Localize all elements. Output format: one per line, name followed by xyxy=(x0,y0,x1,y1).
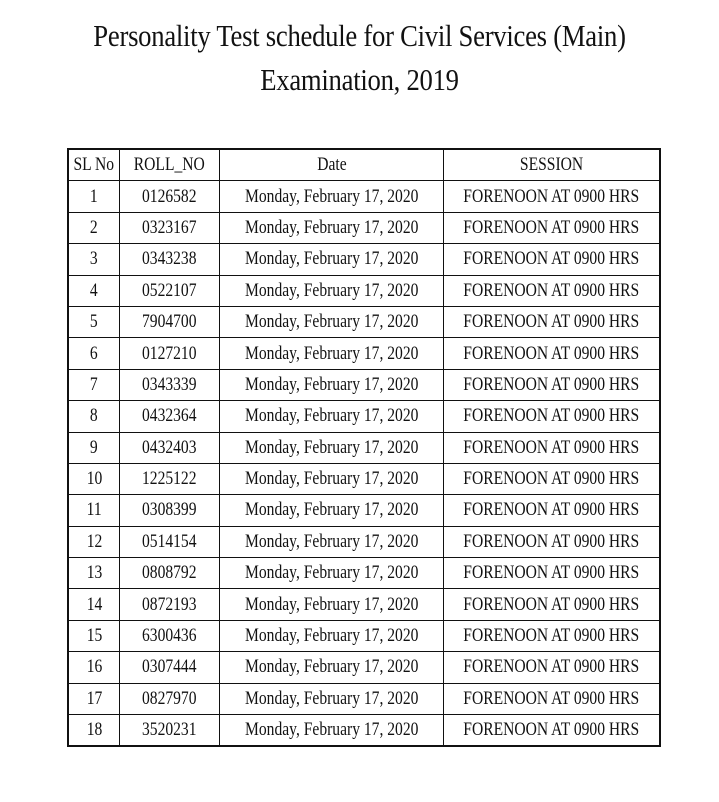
header-roll-no: ROLL_NO xyxy=(120,149,219,181)
cell-session: FORENOON AT 0900 HRS xyxy=(444,589,660,620)
cell-date: Monday, February 17, 2020 xyxy=(219,244,444,275)
cell-roll-no: 0522107 xyxy=(120,275,219,306)
cell-sl-no: 7 xyxy=(68,369,120,400)
cell-sl-no: 14 xyxy=(68,589,120,620)
table-row xyxy=(68,181,660,212)
cell-date: Monday, February 17, 2020 xyxy=(219,558,444,589)
cell-roll-no: 0127210 xyxy=(120,338,219,369)
cell-roll-no: 0343339 xyxy=(120,369,219,400)
cell-roll-no: 1225122 xyxy=(120,463,219,494)
cell-session: FORENOON AT 0900 HRS xyxy=(444,338,660,369)
cell-date: Monday, February 17, 2020 xyxy=(219,495,444,526)
cell-sl-no: 18 xyxy=(68,715,120,747)
table-header xyxy=(68,149,660,181)
cell-session: FORENOON AT 0900 HRS xyxy=(444,526,660,557)
table-row xyxy=(68,652,660,683)
cell-sl-no: 8 xyxy=(68,401,120,432)
cell-sl-no: 10 xyxy=(68,463,120,494)
table-row xyxy=(68,244,660,275)
cell-sl-no: 11 xyxy=(68,495,120,526)
table-row xyxy=(68,558,660,589)
cell-session: FORENOON AT 0900 HRS xyxy=(444,558,660,589)
cell-sl-no: 5 xyxy=(68,306,120,337)
cell-session: FORENOON AT 0900 HRS xyxy=(444,244,660,275)
table-row xyxy=(68,338,660,369)
cell-sl-no: 1 xyxy=(68,181,120,212)
cell-sl-no: 12 xyxy=(68,526,120,557)
table-row xyxy=(68,683,660,714)
table-row xyxy=(68,526,660,557)
cell-date: Monday, February 17, 2020 xyxy=(219,306,444,337)
table-row xyxy=(68,275,660,306)
cell-sl-no: 16 xyxy=(68,652,120,683)
cell-roll-no: 0514154 xyxy=(120,526,219,557)
page-title xyxy=(50,14,668,102)
cell-roll-no: 0872193 xyxy=(120,589,219,620)
cell-roll-no: 0827970 xyxy=(120,683,219,714)
cell-session: FORENOON AT 0900 HRS xyxy=(444,620,660,651)
cell-roll-no: 0343238 xyxy=(120,244,219,275)
cell-date: Monday, February 17, 2020 xyxy=(219,683,444,714)
cell-date: Monday, February 17, 2020 xyxy=(219,401,444,432)
cell-session: FORENOON AT 0900 HRS xyxy=(444,652,660,683)
cell-sl-no: 4 xyxy=(68,275,120,306)
cell-session: FORENOON AT 0900 HRS xyxy=(444,275,660,306)
cell-roll-no: 0307444 xyxy=(120,652,219,683)
cell-date: Monday, February 17, 2020 xyxy=(219,275,444,306)
cell-date: Monday, February 17, 2020 xyxy=(219,652,444,683)
title-line-1: Personality Test schedule for Civil Services (Main) xyxy=(93,18,626,53)
cell-session: FORENOON AT 0900 HRS xyxy=(444,683,660,714)
cell-roll-no: 0432364 xyxy=(120,401,219,432)
table-row xyxy=(68,369,660,400)
cell-session: FORENOON AT 0900 HRS xyxy=(444,432,660,463)
header-date: Date xyxy=(219,149,444,181)
cell-sl-no: 13 xyxy=(68,558,120,589)
cell-sl-no: 17 xyxy=(68,683,120,714)
schedule-table xyxy=(67,148,661,747)
table-row xyxy=(68,620,660,651)
cell-date: Monday, February 17, 2020 xyxy=(219,338,444,369)
cell-date: Monday, February 17, 2020 xyxy=(219,589,444,620)
cell-date: Monday, February 17, 2020 xyxy=(219,212,444,243)
cell-session: FORENOON AT 0900 HRS xyxy=(444,715,660,747)
cell-sl-no: 2 xyxy=(68,212,120,243)
cell-date: Monday, February 17, 2020 xyxy=(219,463,444,494)
cell-date: Monday, February 17, 2020 xyxy=(219,369,444,400)
table-row xyxy=(68,589,660,620)
header-row xyxy=(68,149,660,181)
cell-roll-no: 0432403 xyxy=(120,432,219,463)
cell-roll-no: 6300436 xyxy=(120,620,219,651)
cell-session: FORENOON AT 0900 HRS xyxy=(444,401,660,432)
table-row xyxy=(68,306,660,337)
table-body xyxy=(68,181,660,747)
header-session: SESSION xyxy=(444,149,660,181)
cell-sl-no: 6 xyxy=(68,338,120,369)
cell-roll-no: 7904700 xyxy=(120,306,219,337)
cell-roll-no: 3520231 xyxy=(120,715,219,747)
cell-roll-no: 0308399 xyxy=(120,495,219,526)
table-row xyxy=(68,212,660,243)
cell-date: Monday, February 17, 2020 xyxy=(219,715,444,747)
cell-session: FORENOON AT 0900 HRS xyxy=(444,181,660,212)
cell-roll-no: 0126582 xyxy=(120,181,219,212)
cell-date: Monday, February 17, 2020 xyxy=(219,432,444,463)
table-row xyxy=(68,432,660,463)
cell-roll-no: 0323167 xyxy=(120,212,219,243)
title-line-2: Examination, 2019 xyxy=(260,62,459,97)
table-row xyxy=(68,463,660,494)
cell-date: Monday, February 17, 2020 xyxy=(219,181,444,212)
table-row xyxy=(68,401,660,432)
cell-sl-no: 9 xyxy=(68,432,120,463)
cell-session: FORENOON AT 0900 HRS xyxy=(444,306,660,337)
cell-sl-no: 3 xyxy=(68,244,120,275)
cell-session: FORENOON AT 0900 HRS xyxy=(444,495,660,526)
cell-sl-no: 15 xyxy=(68,620,120,651)
cell-session: FORENOON AT 0900 HRS xyxy=(444,212,660,243)
cell-roll-no: 0808792 xyxy=(120,558,219,589)
cell-date: Monday, February 17, 2020 xyxy=(219,620,444,651)
cell-session: FORENOON AT 0900 HRS xyxy=(444,463,660,494)
table-row xyxy=(68,715,660,747)
header-sl-no: SL No xyxy=(68,149,120,181)
cell-date: Monday, February 17, 2020 xyxy=(219,526,444,557)
cell-session: FORENOON AT 0900 HRS xyxy=(444,369,660,400)
table-row xyxy=(68,495,660,526)
